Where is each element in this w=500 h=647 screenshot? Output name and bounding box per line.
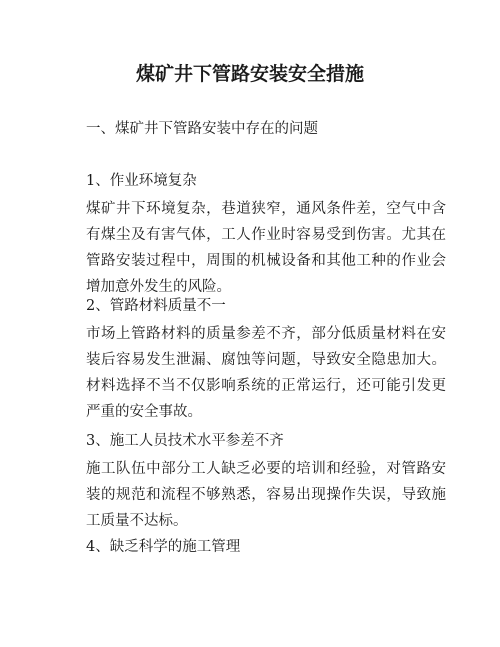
subsection-paragraph: 施工队伍中部分工人缺乏必要的培训和经验，对管路安装的规范和流程不够熟悉，容易出现操作失误，导致施工质量不达标。	[86, 461, 446, 529]
subsection-heading: 3、施工人员技术水平参差不齐	[86, 433, 284, 449]
subsection-work-environment	[86, 170, 446, 300]
subsection-heading: 2、管路材料质量不一	[86, 298, 226, 314]
subsection-paragraph: 市场上管路材料的质量参差不齐，部分低质量材料在安装后容易发生泄漏、腐蚀等问题，导致安全隐患加大。材料选择不当不仅影响系统的正常运行，还可能引发更严重的安全事故。	[86, 326, 446, 420]
document-title: 煤矿井下管路安装安全措施	[135, 63, 364, 85]
subsection-heading: 1、作业环境复杂	[86, 173, 197, 189]
section-heading: 一、煤矿井下管路安装中存在的问题	[86, 121, 318, 137]
subsection-paragraph: 煤矿井下环境复杂，巷道狭窄，通风条件差，空气中含有煤尘及有害气体，工人作业时容易受到伤害。尤其在管路安装过程中，周围的机械设备和其他工种的作业会增加意外发生的风险。	[86, 201, 446, 295]
subsection-heading: 4、缺乏科学的施工管理	[86, 539, 241, 555]
subsection-material-quality	[86, 295, 446, 425]
subsection-construction-management	[86, 536, 446, 562]
subsection-worker-skill	[86, 430, 446, 534]
